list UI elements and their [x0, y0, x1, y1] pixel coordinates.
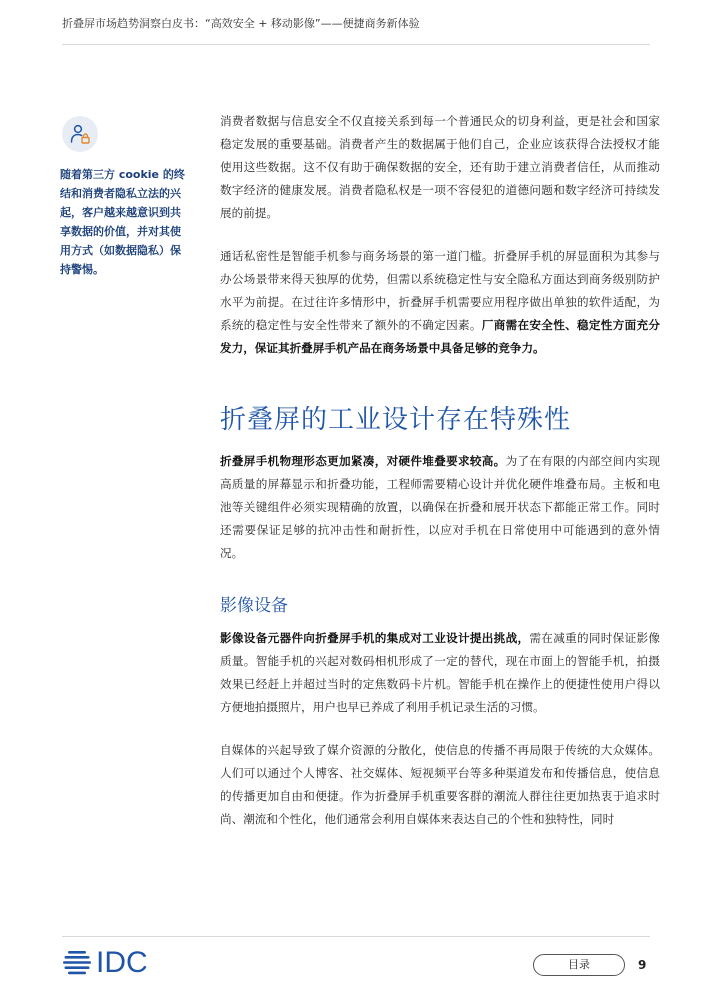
table-of-contents-button[interactable]: 目录	[533, 954, 625, 976]
paragraph-emphasis: 厂商需在安全性、稳定性方面充分发力，保证其折叠屏手机产品在商务场景中具备足够的竞争力。	[220, 318, 660, 355]
paragraph-text: 为了在有限的内部空间内实现高质量的屏幕显示和折叠功能，工程师需要精心设计并优化硬件堆叠布局。主板和电池等关键组件必须实现精确的放置，以确保在折叠和展开状态下都能正常工作。同时还需要保证足够的抗冲击性和耐折性，以应对手机在日常使用中可能遇到的意外情况。	[220, 454, 660, 560]
idc-globe-icon	[62, 948, 92, 978]
user-lock-icon	[62, 116, 98, 152]
footer-divider	[62, 936, 650, 937]
paragraph-imaging-components	[220, 627, 660, 719]
header-title: 折叠屏市场趋势洞察白皮书：“高效安全 + 移动影像”——便捷商务新体验	[62, 17, 420, 30]
paragraph-emphasis: 影像设备元器件向折叠屏手机的集成对工业设计提出挑战，	[220, 631, 530, 645]
page-number: 9	[638, 958, 647, 972]
paragraph-call-privacy	[220, 245, 660, 360]
header-divider	[62, 44, 650, 45]
running-header	[62, 14, 650, 34]
main-content	[220, 110, 660, 831]
paragraph-consumer-data: 消费者数据与信息安全不仅直接关系到每一个普通民众的切身利益，更是社会和国家稳定发展的重要基础。消费者产生的数据属于他们自己，企业应该获得合法授权才能使用这些数据。这不仅有助于确保数据的安全，还有助于建立消费者信任，从而推动数字经济的健康发展。消费者隐私权是一项不容侵犯的道德问题和数字经济可持续发展的前提。	[220, 114, 660, 220]
subsection-heading-imaging: 影像设备	[220, 596, 288, 616]
paragraph-emphasis: 折叠屏手机物理形态更加紧凑，对硬件堆叠要求较高。	[220, 454, 506, 468]
paragraph-text: 需在减重的同时保证影像质量。智能手机的兴起对数码相机形成了一定的替代，现在市面上的智能手机，拍摄效果已经赶上并超过当时的定焦数码卡片机。智能手机在操作上的便捷性使用户得以方便地拍摄照片，用户也早已养成了利用手机记录生活的习惯。	[220, 631, 660, 714]
sidebar-callout	[60, 116, 185, 279]
paragraph-self-media: 自媒体的兴起导致了媒介资源的分散化，使信息的传播不再局限于传统的大众媒体。人们可以通过个人博客、社交媒体、短视频平台等多种渠道发布和传播信息，使信息的传播更加自由和便捷。作为折叠屏手机重要客群的潮流人群往往更加热衷于追求时尚、潮流和个性化，他们通常会利用自媒体来表达自己的个性和独特性，同时	[220, 743, 660, 826]
section-heading-industrial-design: 折叠屏的工业设计存在特殊性	[220, 405, 572, 435]
paragraph-hardware-stacking	[220, 450, 660, 565]
idc-logo	[62, 948, 148, 978]
sidebar-note: 随着第三方 cookie 的终结和消费者隐私立法的兴起，客户越来越意识到共享数据的价值，并对其使用方式（如数据隐私）保持警惕。	[60, 168, 185, 276]
paragraph-text: 通话私密性是智能手机参与商务场景的第一道门槛。折叠屏手机的屏显面积为其参与办公场景带来得天独厚的优势，但需以系统稳定性与安全隐私方面达到商务级别防护水平为前提。在过往许多情形中，折叠屏手机需要应用程序做出单独的软件适配，为系统的稳定性与安全性带来了额外的不确定因素。	[220, 249, 660, 332]
idc-logo-text: IDC	[96, 946, 148, 979]
